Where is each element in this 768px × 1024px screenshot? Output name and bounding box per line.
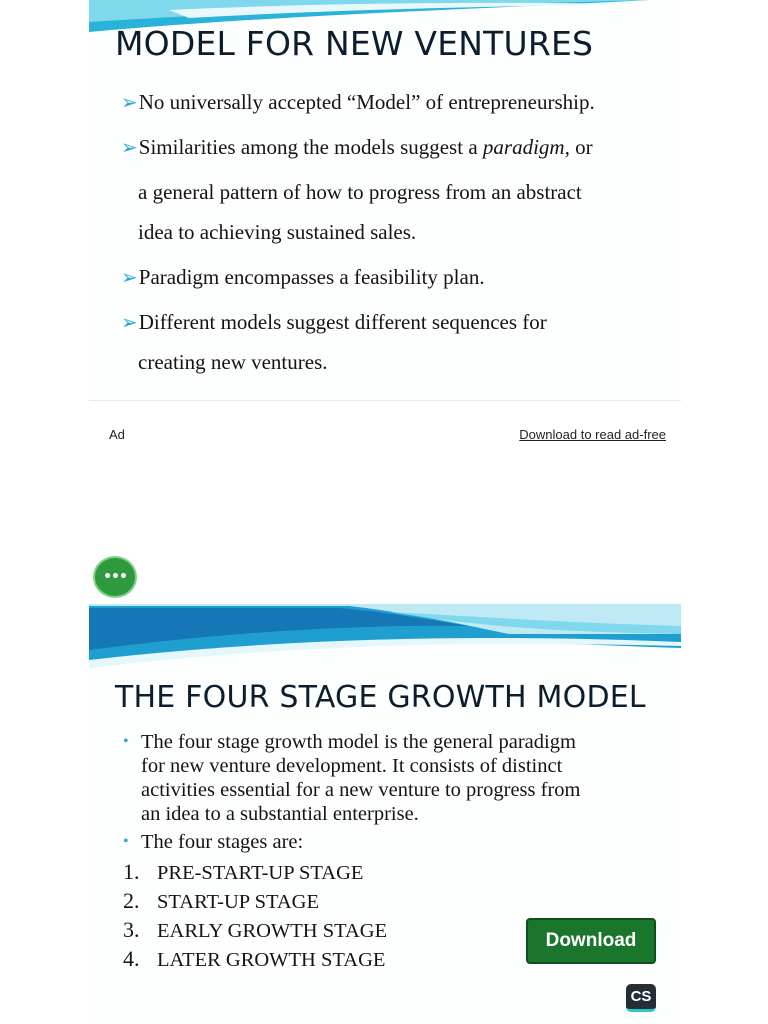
bullet-dot-icon: • <box>123 733 129 750</box>
arrow-bullet-icon: ➢ <box>121 92 138 114</box>
bullet-item: ➢No universally accepted “Model” of entrepreneurship. <box>121 90 595 114</box>
arrow-bullet-icon: ➢ <box>121 312 138 334</box>
stage-item: 1. PRE-START-UP STAGE <box>123 859 364 884</box>
bullet-continuation: creating new ventures. <box>138 350 328 374</box>
camscanner-badge: CS <box>626 984 656 1012</box>
bullet-continuation: idea to achieving sustained sales. <box>138 220 417 244</box>
stage-item: 2. START-UP STAGE <box>123 888 319 913</box>
arrow-bullet-icon: ➢ <box>121 267 138 289</box>
stage-item: 3. EARLY GROWTH STAGE <box>123 917 388 942</box>
bullet-continuation: a general pattern of how to progress from an abstract <box>138 180 582 204</box>
ad-banner <box>89 400 681 605</box>
download-ad-free-link[interactable]: Download to read ad-free <box>519 427 666 442</box>
bullet-item: ➢Different models suggest different sequences for <box>121 310 547 334</box>
download-button[interactable]: Download <box>526 918 656 964</box>
slide-model-for-new-ventures <box>89 0 681 400</box>
slide-title: THE FOUR STAGE GROWTH MODEL <box>115 680 646 715</box>
bullet-item: ➢Paradigm encompasses a feasibility plan. <box>121 265 485 289</box>
more-dots-icon: ••• <box>103 569 127 585</box>
slide-four-stage-growth-model: THE FOUR STAGE GROWTH MODEL • The four stage growth model is the general paradigm for new venture development. It consists of distinct activities essential for a new venture to progress from an idea to a substantial enterprise. • The four stages are: 1. PRE-START-UP STAGE 2. START-UP STAGE 3. EARLY GROWTH STAGE 4. LATER GROWTH STAGE <box>89 604 681 1024</box>
bullet-item: ➢Similarities among the models suggest a paradigm, or <box>121 135 593 159</box>
slide-header-wave <box>89 604 681 668</box>
slide-title: MODEL FOR NEW VENTURES <box>115 24 594 63</box>
arrow-bullet-icon: ➢ <box>121 137 138 159</box>
bullet-dot-icon: • <box>123 833 129 850</box>
more-options-button[interactable] <box>93 556 137 598</box>
ad-label: Ad <box>109 427 125 442</box>
stage-item: 4. LATER GROWTH STAGE <box>123 946 386 971</box>
